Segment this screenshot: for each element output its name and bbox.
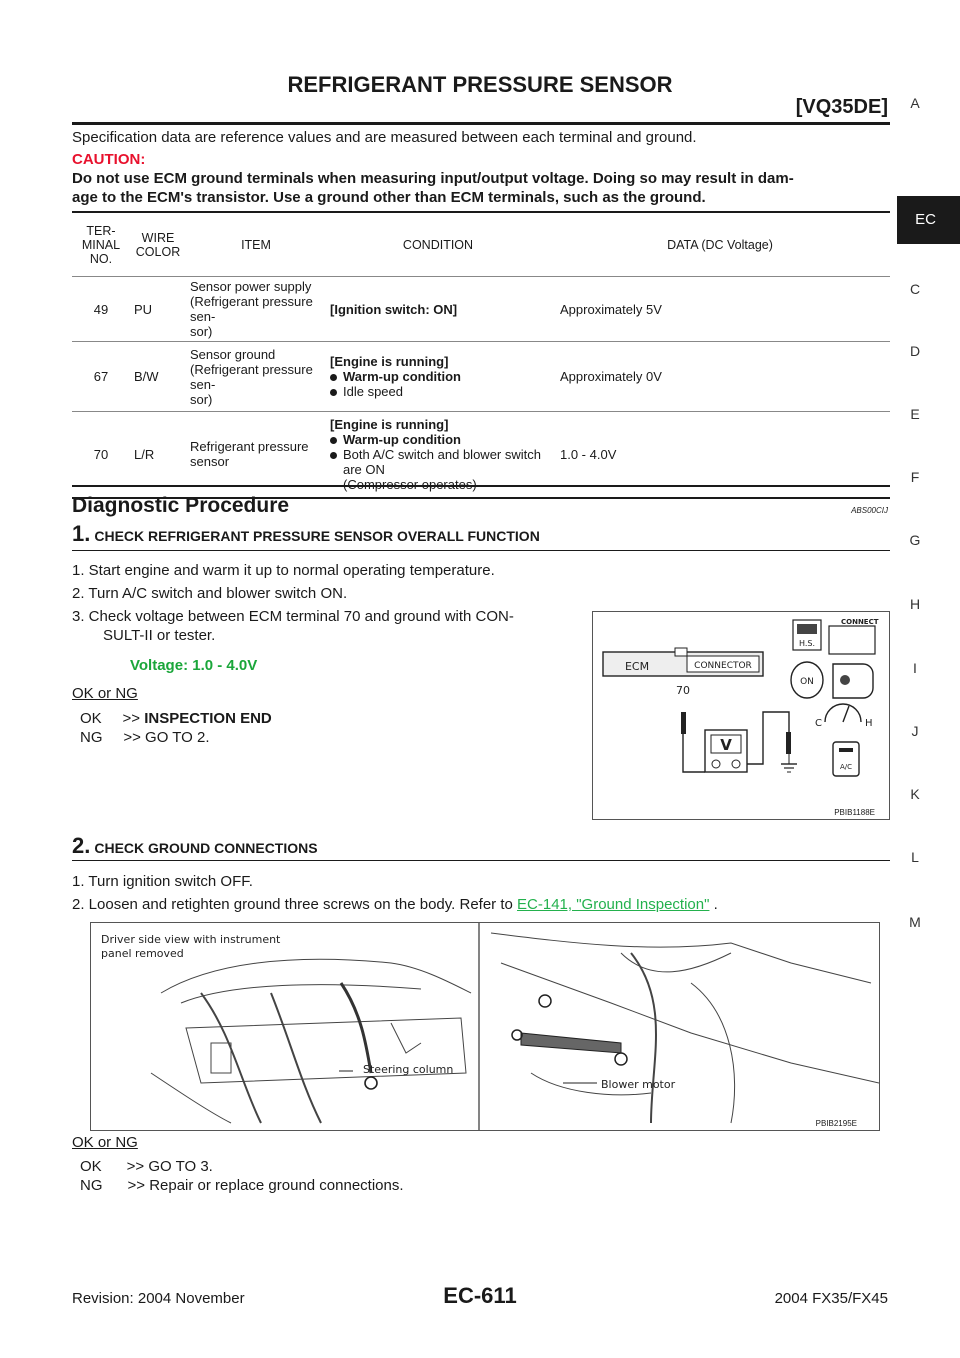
step-2-heading: 2. CHECK GROUND CONNECTIONS: [72, 833, 318, 858]
side-index-h[interactable]: H: [909, 596, 921, 612]
ok-result-1: OK >> INSPECTION END: [80, 710, 272, 727]
hs-label: H.S.: [798, 639, 816, 648]
side-index-m[interactable]: M: [909, 914, 921, 930]
header-rule: [72, 122, 890, 125]
step-1-line-3b: SULT-II or tester.: [103, 627, 216, 644]
step-1-line-2: 2. Turn A/C switch and blower switch ON.: [72, 585, 348, 602]
voltage-spec: Voltage: 1.0 - 4.0V: [130, 657, 258, 674]
table-row: 49 PU Sensor power supply (Refrigerant pressure sen- sor) [Ignition switch: ON] Approximately 5V: [72, 277, 890, 342]
header-item: ITEM: [241, 238, 271, 252]
side-index-c[interactable]: C: [909, 281, 921, 297]
step-1-line-1: 1. Start engine and warm it up to normal operating temperature.: [72, 562, 495, 579]
procedure-id: ABS00CIJ: [851, 506, 888, 515]
side-index-i[interactable]: I: [913, 660, 917, 676]
procedure-title: Diagnostic Procedure: [72, 494, 290, 517]
caution-line-2: age to the ECM's transistor. Use a ground other than ECM terminals, such as the ground.: [72, 189, 706, 206]
connect-label: CONNECT: [841, 618, 879, 626]
ground-screws-diagram: [91, 923, 879, 1130]
table-top-rule: [72, 211, 890, 213]
terminal-70-label: 70: [676, 684, 690, 697]
side-index-k[interactable]: K: [910, 786, 920, 802]
header-wire-color: WIRE COLOR: [135, 231, 181, 259]
header-data: DATA (DC Voltage): [667, 238, 773, 252]
step-1-rule: [72, 550, 890, 551]
figure-1-code: PBIB1188E: [834, 808, 875, 817]
hot-label: H: [865, 718, 873, 729]
step-1-line-3: 3. Check voltage between ECM terminal 70 and ground with CON-: [72, 608, 514, 625]
caution-label: CAUTION:: [72, 151, 146, 168]
table-row: 67 B/W Sensor ground (Refrigerant pressure sen- sor) [Engine is running] Warm-up condition Idle speed Approximately 0V: [72, 342, 890, 412]
steering-column-label: Steering column: [363, 1063, 454, 1076]
figure-2-code: PBIB2195E: [815, 1119, 857, 1128]
table-row: 70 L/R Refrigerant pressure sensor [Engine is running] Warm-up condition Both A/C switch and blower switch are ON 1.0 - 4.0V: [72, 412, 890, 498]
page-number: EC-611: [443, 1283, 517, 1308]
step-2-rule: [72, 860, 890, 861]
ok-or-ng-2: OK or NG: [72, 1134, 138, 1151]
table-header-row: [72, 214, 890, 277]
intro-text: Specification data are reference values and are measured between each terminal and ground.: [72, 129, 697, 146]
side-index-d[interactable]: D: [909, 343, 921, 359]
step-2-line-1: 1. Turn ignition switch OFF.: [72, 873, 253, 890]
connector-label: CONNECTOR: [694, 661, 752, 671]
page-title: REFRIGERANT PRESSURE SENSOR: [287, 72, 673, 97]
ground-screws-figure: [90, 922, 880, 1131]
ok-result-2: OK >> GO TO 3.: [80, 1158, 213, 1175]
cold-label: C: [815, 718, 822, 729]
header-condition: CONDITION: [402, 238, 474, 252]
side-index-g[interactable]: G: [909, 532, 921, 548]
side-index-j[interactable]: J: [911, 723, 919, 739]
side-index-a[interactable]: A: [910, 95, 920, 111]
ac-label: A/C: [839, 763, 853, 771]
side-index-f[interactable]: F: [910, 469, 920, 485]
caution-line-1: Do not use ECM ground terminals when measuring input/output voltage. Doing so may result in dam-: [72, 170, 794, 187]
table-bottom-rule: [72, 485, 890, 487]
voltage-check-figure: [592, 611, 890, 820]
engine-variant: [VQ35DE]: [795, 96, 888, 118]
side-index-ec[interactable]: EC: [897, 196, 960, 244]
step-1-heading: 1. CHECK REFRIGERANT PRESSURE SENSOR OVERALL FUNCTION: [72, 521, 540, 546]
footer-revision: Revision: 2004 November: [72, 1290, 245, 1307]
footer-model: 2004 FX35/FX45: [774, 1290, 888, 1307]
ground-inspection-link[interactable]: EC-141, "Ground Inspection": [517, 896, 710, 913]
voltage-check-diagram: [593, 612, 889, 819]
spec-table: [72, 214, 890, 499]
blower-motor-label: Blower motor: [601, 1078, 676, 1091]
side-index-e[interactable]: E: [910, 406, 920, 422]
side-index-l[interactable]: L: [911, 849, 919, 865]
ng-result-2: NG >> Repair or replace ground connections.: [80, 1177, 404, 1194]
on-label: ON: [800, 677, 814, 687]
figure-2-caption-1: Driver side view with instrument: [101, 933, 281, 946]
step-2-line-2: 2. Loosen and retighten ground three screws on the body. Refer to EC-141, "Ground Inspection" .: [72, 896, 718, 913]
figure-2-caption-2: panel removed: [101, 947, 184, 960]
voltmeter-label: V: [720, 736, 732, 754]
ok-or-ng-1: OK or NG: [72, 685, 138, 702]
ng-result-1: NG >> GO TO 2.: [80, 729, 210, 746]
ecm-label: ECM: [624, 660, 650, 673]
header-terminal: TER- MINAL NO.: [81, 224, 121, 266]
